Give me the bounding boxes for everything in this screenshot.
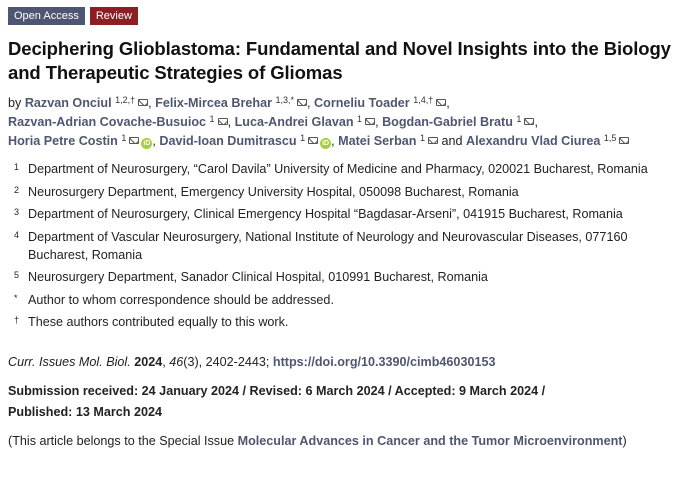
envelope-icon[interactable]	[297, 99, 307, 106]
affiliation-text: Neurosurgery Department, Emergency University Hospital, 050098 Bucharest, Romania	[28, 184, 519, 199]
envelope-icon[interactable]	[308, 137, 318, 144]
author-link[interactable]: Matei Serban	[338, 134, 417, 148]
author-affiliation: 1	[516, 114, 522, 124]
author-link[interactable]: Razvan-Adrian Covache-Busuioc	[8, 115, 207, 129]
author-link[interactable]: Razvan Onciul	[24, 96, 112, 110]
author-affiliation: 1,4,†	[413, 95, 434, 105]
envelope-icon[interactable]	[524, 118, 534, 125]
envelope-icon[interactable]	[619, 137, 629, 144]
envelope-icon[interactable]	[428, 137, 438, 144]
affiliation-text: Neurosurgery Department, Sanador Clinical Hospital, 010991 Bucharest, Romania	[28, 270, 488, 284]
author-affiliation: 1	[419, 133, 425, 143]
affiliation-number: 4	[14, 229, 20, 240]
open-access-badge[interactable]: Open Access	[8, 7, 85, 25]
affiliation-number: 5	[14, 270, 20, 280]
affiliation-number: 2	[14, 184, 20, 195]
author-link[interactable]: Corneliu Toader	[314, 96, 410, 110]
special-issue-note	[8, 432, 673, 450]
citation-year: 2024	[134, 355, 163, 369]
orcid-icon[interactable]: iD	[143, 140, 151, 147]
author-link[interactable]: Bogdan-Gabriel Bratu	[382, 115, 513, 129]
author-link[interactable]: Horia Petre Costin	[8, 134, 118, 148]
journal-name: Curr. Issues Mol. Biol.	[8, 355, 131, 369]
envelope-icon[interactable]	[365, 118, 375, 125]
by-label: by	[8, 96, 22, 110]
badge-row	[8, 7, 673, 25]
author-link[interactable]: Alexandru Vlad Ciurea	[466, 134, 601, 148]
author-line-2: Razvan-Adrian Covache-Busuioc $^1$ , Luca-Andrei Glavan $^1$ , Bogdan-Gabriel Bratu $^1$ ,	[8, 114, 538, 129]
author-affiliation: 1,3,*	[275, 95, 295, 105]
citation-volume: 46	[169, 355, 184, 369]
affiliation-item	[8, 205, 673, 223]
affiliation-item	[8, 268, 673, 286]
affiliation-text: Author to whom correspondence should be addressed.	[28, 292, 334, 307]
affiliation-item	[8, 228, 673, 264]
special-issue-prefix: (This article belongs to the Special Issue	[8, 434, 238, 448]
affiliation-text: Department of Vascular Neurosurgery, National Institute of Neurology and Neurovascular Diseases, 077160 Bucharest, Romania	[28, 229, 628, 262]
author-link[interactable]: Felix-Mircea Brehar	[155, 96, 273, 110]
dates-line-1: Submission received: 24 January 2024 / Revised: 6 March 2024 / Accepted: 9 March 2024 /	[8, 384, 546, 398]
affiliation-number: †	[14, 315, 20, 325]
citation-line: Curr. Issues Mol. Biol. 2024, 46(3), 2402-2443; https://doi.org/10.3390/cimb46030153	[8, 355, 496, 369]
author-affiliation: 1,5	[603, 133, 617, 143]
dates-line-2: Published: 13 March 2024	[8, 405, 162, 419]
special-issue-link[interactable]: Molecular Advances in Cancer and the Tumor Microenvironment	[237, 434, 623, 448]
and-label: and	[441, 134, 463, 148]
affiliation-number: 1	[14, 162, 20, 172]
affiliation-list	[8, 160, 673, 331]
envelope-icon[interactable]	[138, 99, 148, 106]
author-affiliation: 1,2,†	[115, 95, 136, 105]
author-link[interactable]: Luca-Andrei Glavan	[234, 115, 354, 129]
author-affiliation: 1	[209, 114, 215, 124]
affiliation-number: *	[14, 292, 18, 303]
author-list	[8, 94, 673, 151]
doi-link[interactable]: https://doi.org/10.3390/cimb46030153	[272, 355, 496, 369]
author-affiliation: 1	[357, 114, 363, 124]
affiliation-text: Department of Neurosurgery, “Carol Davila” University of Medicine and Pharmacy, 020021 Bucharest, Romania	[28, 162, 648, 176]
envelope-icon[interactable]	[129, 137, 139, 144]
author-affiliation: 1	[300, 133, 306, 143]
author-link[interactable]: David-Ioan Dumitrascu	[159, 134, 297, 148]
author-line-3: Horia Petre Costin $^1$iD , David-Ioan Dumitrascu $^1$iD , Matei Serban $^1$ and Alexandru Vlad Ciurea $^{1,5}$	[8, 132, 673, 151]
affiliation-item	[8, 160, 673, 178]
affiliation-number: 3	[14, 207, 20, 217]
orcid-icon[interactable]: iD	[322, 140, 330, 147]
affiliation-text: These authors contributed equally to this work.	[28, 315, 289, 329]
envelope-icon[interactable]	[218, 118, 228, 125]
publication-dates	[8, 381, 673, 423]
citation-issue-pages: (3), 2402-2443;	[183, 355, 270, 369]
article-title: Deciphering Glioblastoma: Fundamental and Novel Insights into the Biology and Therapeutic Strategies of Gliomas	[8, 38, 671, 83]
envelope-icon[interactable]	[436, 99, 446, 106]
author-line-1: by Razvan Onciul $^{1,2,\dagger}$ , Felix-Mircea Brehar $^{1,3,*}$ , Corneliu Toader $^{1,4,\dagger}$ ,	[8, 95, 450, 110]
affiliation-text: Department of Neurosurgery, Clinical Emergency Hospital “Bagdasar-Arseni”, 041915 Bucharest, Romania	[28, 207, 623, 221]
affiliation-item	[8, 291, 673, 309]
review-badge[interactable]: Review	[90, 7, 138, 25]
affiliation-item	[8, 183, 673, 201]
affiliation-item	[8, 313, 673, 331]
special-issue-suffix: )	[622, 434, 627, 448]
author-affiliation: 1	[121, 133, 127, 143]
